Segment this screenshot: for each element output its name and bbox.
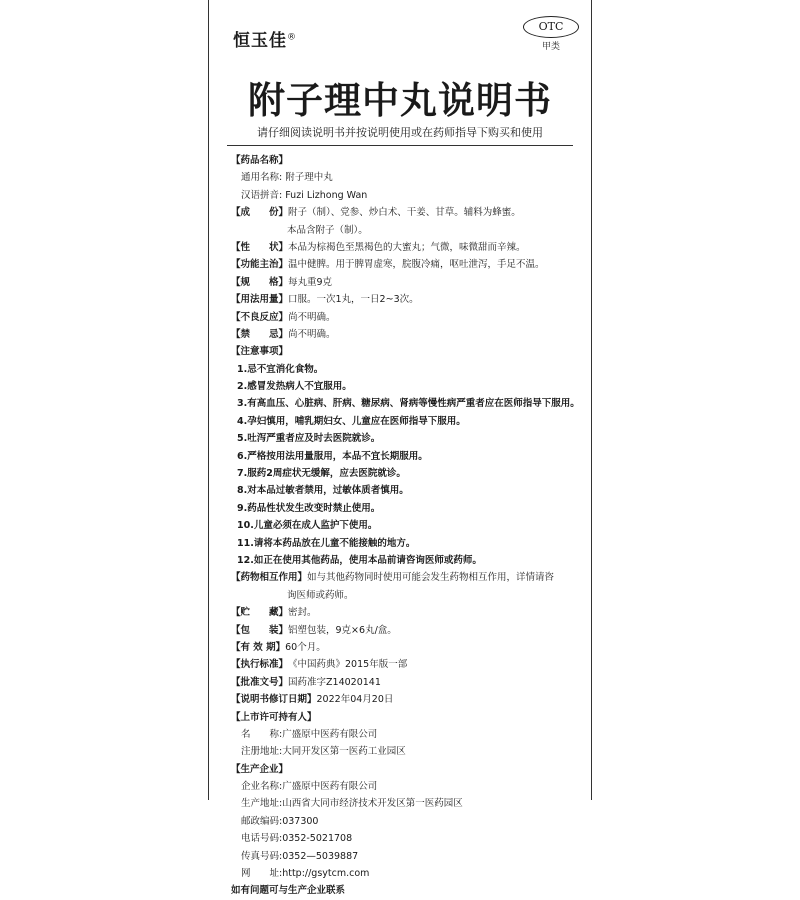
revision-label: 【说明书修订日期】 xyxy=(231,694,317,706)
drug-name-heading: 【药品名称】 xyxy=(231,155,289,166)
adverse-value: 尚不明确。 xyxy=(288,311,336,323)
leaflet-sheet xyxy=(208,0,592,897)
specification-label: 【规 格】 xyxy=(231,276,289,288)
standard-label: 【执行标准】 xyxy=(231,659,289,671)
generic-name-label: 通用名称: xyxy=(241,172,283,184)
precaution-item: 4.孕妇慎用，哺乳期妇女、儿童应在医师指导下服用。 xyxy=(237,415,466,427)
fax-label: 传真号码: xyxy=(241,850,283,862)
approval-row xyxy=(231,674,583,691)
precaution-item: 12.如正在使用其他药品，使用本品前请咨询医师或药师。 xyxy=(237,554,482,566)
fax-row xyxy=(231,848,583,865)
standard-row xyxy=(231,656,583,673)
storage-value: 密封。 xyxy=(288,607,317,619)
generic-name-value: 附子理中丸 xyxy=(285,172,333,184)
package-row xyxy=(231,622,583,639)
revision-row xyxy=(231,691,583,708)
leaflet-body xyxy=(231,152,583,900)
precaution-item: 11.请将本药品放在儿童不能接触的地方。 xyxy=(237,537,416,549)
document-title: 附子理中丸说明书 xyxy=(248,78,552,122)
composition-value: 附子（制）、党参、炒白术、干姜、甘草。辅料为蜂蜜。 xyxy=(288,207,521,219)
postcode-value: 037300 xyxy=(282,815,319,827)
fax-value: 0352—5039887 xyxy=(282,850,359,862)
indications-row xyxy=(231,256,583,273)
manufacturer-address-value: 山西省大同市经济技术开发区第一医药园区 xyxy=(282,798,463,810)
manufacturer-heading: 【生产企业】 xyxy=(231,763,289,775)
otc-badge xyxy=(523,16,579,52)
contact-note: 如有问题可与生产企业联系 xyxy=(231,885,346,897)
manufacturer-name-row xyxy=(231,778,583,795)
interactions-label: 【药物相互作用】 xyxy=(231,572,308,584)
indications-value: 温中健脾。用于脾胃虚寒，脘腹冷痛，呕吐泄泻，手足不温。 xyxy=(288,259,545,271)
holder-heading: 【上市许可持有人】 xyxy=(231,711,317,723)
manufacturer-address-label: 生产地址: xyxy=(241,798,283,810)
phone-label: 电话号码: xyxy=(241,833,283,845)
storage-label: 【贮 藏】 xyxy=(231,607,289,619)
generic-name-row xyxy=(231,169,583,186)
adverse-label: 【不良反应】 xyxy=(231,311,289,323)
precaution-item: 1.忌不宜消化食物。 xyxy=(237,363,324,375)
header-divider xyxy=(227,145,573,146)
brand-name: 恒玉佳 xyxy=(233,31,287,51)
website-value: http://gsytcm.com xyxy=(282,868,370,880)
storage-row xyxy=(231,604,583,621)
pinyin-value: Fuzi Lizhong Wan xyxy=(285,189,368,201)
otc-class-label: 甲类 xyxy=(541,42,560,52)
brand-logo xyxy=(233,26,297,51)
revision-value: 2022年04月20日 xyxy=(316,694,394,706)
holder-address-row xyxy=(231,743,583,760)
precaution-item: 10.儿童必须在成人监护下使用。 xyxy=(237,520,378,532)
properties-row xyxy=(231,239,583,256)
precaution-item: 3.有高血压、心脏病、肝病、糖尿病、肾病等慢性病严重者应在医师指导下服用。 xyxy=(237,398,580,410)
precaution-item: 2.感冒发热病人不宜服用。 xyxy=(237,381,352,393)
approval-label: 【批准文号】 xyxy=(231,676,289,688)
interactions-value: 如与其他药物同时使用可能会发生药物相互作用，详情请咨 xyxy=(307,572,555,584)
precautions-heading: 【注意事项】 xyxy=(231,346,289,358)
contraindications-label: 【禁 忌】 xyxy=(231,328,289,340)
pinyin-label: 汉语拼音: xyxy=(241,189,283,201)
website-row xyxy=(231,865,583,882)
holder-name-label: 名 称: xyxy=(241,728,283,740)
postcode-row xyxy=(231,813,583,830)
phone-row xyxy=(231,830,583,847)
specification-row xyxy=(231,274,583,291)
contraindications-value: 尚不明确。 xyxy=(288,328,336,340)
composition-label: 【成 份】 xyxy=(231,207,289,219)
adverse-row xyxy=(231,309,583,326)
dosage-row xyxy=(231,291,583,308)
manufacturer-address-row xyxy=(231,795,583,812)
precaution-item: 5.吐泻严重者应及时去医院就诊。 xyxy=(237,433,381,445)
holder-address-value: 大同开发区第一医药工业园区 xyxy=(282,746,406,758)
precaution-item: 9.药品性状发生改变时禁止使用。 xyxy=(237,502,381,514)
composition-row-2: 本品含附子（制）。 xyxy=(287,224,368,236)
contraindications-row xyxy=(231,326,583,343)
otc-badge-label: OTC xyxy=(523,16,579,38)
dosage-value: 口服。一次1丸，一日2~3次。 xyxy=(288,294,419,306)
indications-label: 【功能主治】 xyxy=(231,259,289,271)
approval-value: 国药准字Z14020141 xyxy=(288,676,381,688)
validity-row xyxy=(231,639,583,656)
website-label: 网 址: xyxy=(241,868,283,880)
document-subtitle: 请仔细阅读说明书并按说明使用或在药师指导下购买和使用 xyxy=(257,126,543,139)
pinyin-row xyxy=(231,187,583,204)
specification-value: 每丸重9克 xyxy=(288,276,333,288)
precaution-item: 6.严格按用法用量服用，本品不宜长期服用。 xyxy=(237,450,428,462)
holder-name-value: 广盛原中医药有限公司 xyxy=(282,728,378,740)
holder-name-row xyxy=(231,726,583,743)
properties-label: 【性 状】 xyxy=(231,241,289,253)
package-label: 【包 装】 xyxy=(231,624,289,636)
dosage-label: 【用法用量】 xyxy=(231,294,289,306)
package-value: 铝塑包装，9克×6丸/盒。 xyxy=(288,624,397,636)
validity-label: 【有 效 期】 xyxy=(231,641,286,653)
composition-row xyxy=(231,204,583,221)
properties-value: 本品为棕褐色至黑褐色的大蜜丸；气微，味微甜而辛辣。 xyxy=(288,241,526,253)
standard-value: 《中国药典》2015年版一部 xyxy=(288,659,408,671)
holder-address-label: 注册地址: xyxy=(241,746,283,758)
phone-value: 0352-5021708 xyxy=(282,833,353,845)
precaution-item: 7.服药2周症状无缓解，应去医院就诊。 xyxy=(237,468,406,480)
registered-mark: ® xyxy=(287,32,297,43)
postcode-label: 邮政编码: xyxy=(241,815,283,827)
manufacturer-name-label: 企业名称: xyxy=(241,781,283,793)
interactions-row-2: 询医师或药师。 xyxy=(287,589,354,601)
validity-value: 60个月。 xyxy=(285,641,326,653)
interactions-row xyxy=(231,569,583,586)
manufacturer-name-value: 广盛原中医药有限公司 xyxy=(282,781,378,793)
precaution-item: 8.对本品过敏者禁用，过敏体质者慎用。 xyxy=(237,485,409,497)
